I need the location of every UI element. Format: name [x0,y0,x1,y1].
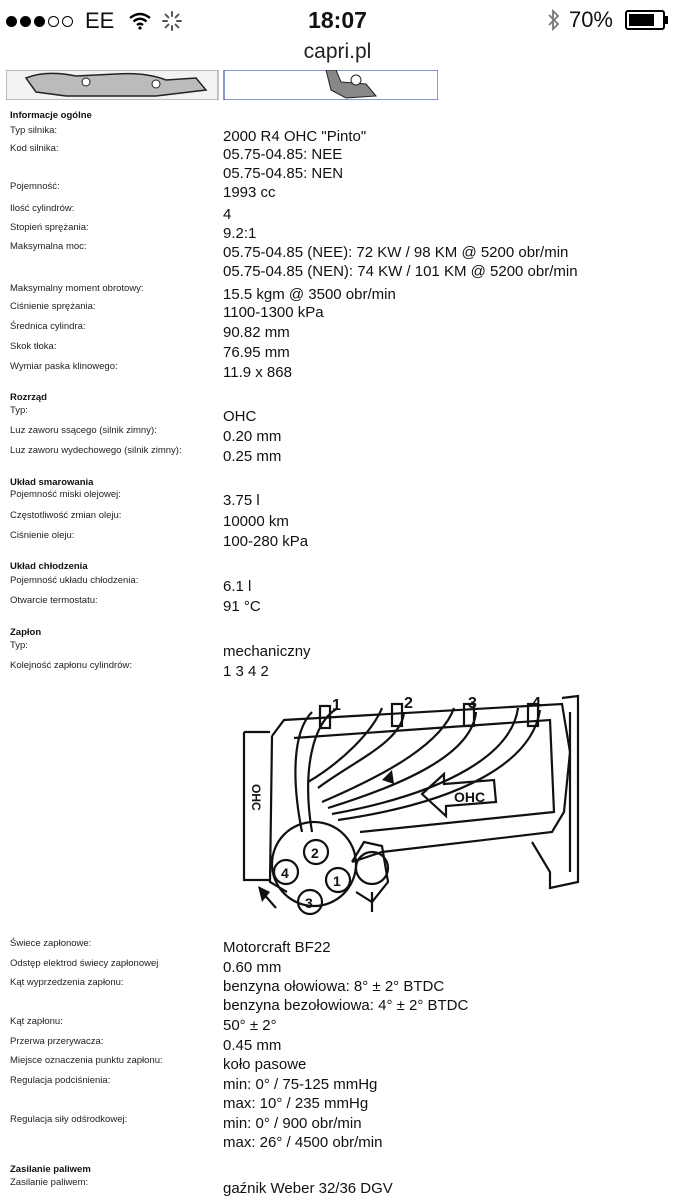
spec-label: Ilość cylindrów: [10,203,75,214]
spec-value: 05.75-04.85: NEE [223,146,343,163]
spec-value: benzyna ołowiowa: 8° ± 2° BTDC [223,978,445,995]
spec-value: 2000 R4 OHC "Pinto" [223,128,367,145]
ignition-order-diagram [232,692,584,928]
spec-label: Częstotliwość zmian oleju: [10,510,122,521]
spec-value: 100-280 kPa [223,533,309,550]
section-title: Informacje ogólne [10,110,92,121]
spec-value: 0.60 mm [223,959,282,976]
diagram-plug-1-label: 1 [332,697,341,714]
spec-label: Regulacja podciśnienia: [10,1075,111,1086]
status-time: 18:07 [308,7,367,33]
spec-label: Miejsce oznaczenia punktu zapłonu: [10,1055,163,1066]
spec-value: 05.75-04.85 (NEN): 74 KW / 101 KM @ 5200 obr/min [223,263,578,280]
diagram-distributor-1-label: 1 [333,873,341,889]
engine-part-images [6,70,438,100]
spec-value: 05.75-04.85: NEN [223,165,344,182]
spec-label: Otwarcie termostatu: [10,595,98,606]
spec-value: benzyna bezołowiowa: 4° ± 2° BTDC [223,997,469,1014]
spec-value: 10000 km [223,513,289,530]
spec-label: Kod silnika: [10,143,59,154]
battery-icon [625,10,665,30]
diagram-distributor-3-label: 3 [305,895,313,911]
browser-url[interactable]: capri.pl [303,40,372,63]
spec-label: Odstęp elektrod świecy zapłonowej [10,958,159,969]
spec-label: Typ silnika: [10,125,57,136]
spec-label: Luz zaworu wydechowego (silnik zimny): [10,445,182,456]
spec-value: 05.75-04.85 (NEE): 72 KW / 98 KM @ 5200 obr/min [223,244,569,261]
spec-label: Pojemność miski olejowej: [10,489,121,500]
section-title: Zasilanie paliwem [10,1164,91,1175]
spec-label: Świece zapłonowe: [10,938,92,949]
spec-value: 76.95 mm [223,344,290,361]
spec-label: Maksymalny moment obrotowy: [10,283,144,294]
spec-label: Typ: [10,640,28,651]
spec-label: Ciśnienie sprężania: [10,301,96,312]
spec-label: Skok tłoka: [10,341,57,352]
spec-label: Przerwa przerywacza: [10,1036,104,1047]
spec-value: 1993 cc [223,184,276,201]
spec-label: Pojemność układu chłodzenia: [10,575,139,586]
section-title: Rozrząd [10,392,47,403]
spec-value: 0.20 mm [223,428,282,445]
spec-label: Kąt wyprzedzenia zapłonu: [10,977,124,988]
spec-value: max: 26° / 4500 obr/min [223,1134,383,1151]
carrier-name: EE [85,8,115,33]
spec-value: max: 10° / 235 mmHg [223,1095,369,1112]
bluetooth-icon [547,9,561,31]
spec-value: min: 0° / 900 obr/min [223,1115,362,1132]
spec-value: 90.82 mm [223,324,290,341]
diagram-side-label: OHC [249,784,263,811]
diagram-distributor-4-label: 4 [281,865,289,881]
section-title: Zapłon [10,627,42,638]
spec-value: 0.45 mm [223,1037,282,1054]
spec-label: Typ: [10,405,28,416]
diagram-plug-3-label: 3 [468,695,477,712]
spec-label: Stopień sprężania: [10,222,89,233]
spec-value: 15.5 kgm @ 3500 obr/min [223,286,396,303]
spec-label: Ciśnienie oleju: [10,530,75,541]
spec-value: 50° ± 2° [223,1017,277,1034]
diagram-distributor-2-label: 2 [311,845,319,861]
spec-value: 91 °C [223,598,261,615]
diagram-plug-2-label: 2 [404,695,413,712]
section-title: Układ smarowania [10,477,94,488]
spec-value: koło pasowe [223,1056,307,1073]
spec-label: Zasilanie paliwem: [10,1177,89,1188]
spec-value: 6.1 l [223,578,252,595]
spec-label: Luz zaworu ssącego (silnik zimny): [10,425,157,436]
spec-label: Maksymalna moc: [10,241,87,252]
spec-label: Średnica cylindra: [10,321,86,332]
battery-percentage: 70% [568,7,613,32]
spec-value: 4 [223,206,232,223]
spec-value: Motorcraft BF22 [223,939,331,956]
spec-value: 1 3 4 2 [223,663,269,680]
spec-value: 11.9 x 868 [223,364,292,381]
spec-value: 3.75 l [223,492,260,509]
section-title: Układ chłodzenia [10,561,88,572]
spec-label: Kolejność zapłonu cylindrów: [10,660,132,671]
spec-label: Kąt zapłonu: [10,1016,63,1027]
spec-value: min: 0° / 75-125 mmHg [223,1076,378,1093]
status-bar [0,0,675,40]
spec-value: 9.2:1 [223,225,257,242]
spec-value: mechaniczny [223,643,311,660]
spec-label: Regulacja siły odśrodkowej: [10,1114,128,1125]
spec-label: Wymiar paska klinowego: [10,361,118,372]
spec-value: gaźnik Weber 32/36 DGV [223,1180,393,1197]
spec-label: Pojemność: [10,181,60,192]
diagram-arrow-label: OHC [454,789,486,805]
spec-value: 1100-1300 kPa [223,304,324,321]
diagram-plug-4-label: 4 [532,695,541,712]
spec-value: 0.25 mm [223,448,282,465]
spec-value: OHC [223,408,257,425]
